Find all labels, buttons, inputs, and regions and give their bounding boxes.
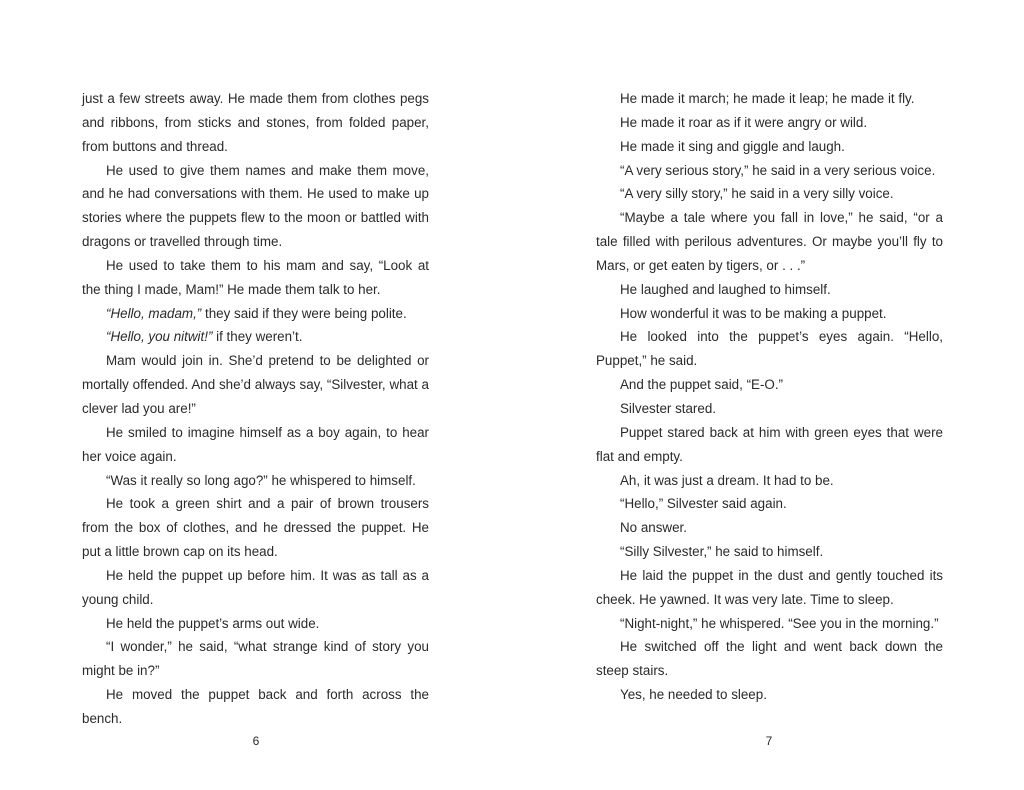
paragraph-text: they said if they were being polite. (201, 305, 407, 321)
paragraph: How wonderful it was to be making a puppet. (620, 305, 887, 321)
paragraph: just a few streets away. He made them from clothes pegs and ribbons, from sticks and stones, from folded paper, from buttons and thread. (82, 91, 429, 154)
paragraph: He used to give them names and make them move, and he had conversations with them. He used to make up stories where the puppets flew to the moon or battled with dragons or travelled through time. (82, 162, 429, 250)
paragraph: “Was it really so long ago?” he whispered to himself. (106, 472, 416, 488)
paragraph: No answer. (620, 520, 687, 536)
paragraph (82, 302, 429, 326)
paragraph: “Silly Silvester,” he said to himself. (620, 544, 824, 560)
paragraph: He made it roar as if it were angry or wild. (620, 114, 868, 130)
italic-dialogue: “Hello, madam,” (106, 305, 202, 321)
paragraph-text: if they weren’t. (212, 329, 303, 345)
paragraph: Silvester stared. (620, 400, 717, 416)
paragraph: Yes, he needed to sleep. (620, 687, 767, 703)
paragraph (82, 325, 429, 349)
paragraph: And the puppet said, “E-O.” (620, 377, 784, 393)
paragraph: He laid the puppet in the dust and gently touched its cheek. He yawned. It was very late. Time to sleep. (596, 567, 943, 607)
paragraph: “A very serious story,” he said in a very serious voice. (620, 162, 936, 178)
paragraph: He looked into the puppet’s eyes again. “Hello, Puppet,” he said. (596, 329, 943, 369)
paragraph: “I wonder,” he said, “what strange kind of story you might be in?” (82, 639, 429, 679)
paragraph: Ah, it was just a dream. It had to be. (620, 472, 834, 488)
page-number-left: 6 (252, 734, 260, 748)
page-number-right: 7 (765, 734, 773, 748)
paragraph: He took a green shirt and a pair of brown trousers from the box of clothes, and he dressed the puppet. He put a little brown cap on its head. (82, 496, 429, 560)
paragraph: He smiled to imagine himself as a boy again, to hear her voice again. (82, 424, 429, 464)
paragraph: He moved the puppet back and forth across the bench. (82, 687, 429, 726)
paragraph: He used to take them to his mam and say, “Look at the thing I made, Mam!” He made them talk to her. (82, 257, 429, 297)
paragraph: He held the puppet up before him. It was as tall as a young child. (82, 567, 429, 607)
right-page (512, 0, 1024, 790)
paragraph: Mam would join in. She’d pretend to be delighted or mortally offended. And she’d always say, “Silvester, what a clever lad you are!” (82, 353, 429, 416)
paragraph: “A very silly story,” he said in a very silly voice. (620, 186, 894, 202)
paragraph: “Maybe a tale where you fall in love,” he said, “or a tale filled with perilous adventures. Or maybe you’ll fly to Mars, or get eaten by tigers, or . . .” (596, 210, 943, 273)
paragraph: Puppet stared back at him with green eyes that were flat and empty. (596, 424, 943, 464)
right-page-text (596, 87, 943, 707)
paragraph: “Hello,” Silvester said again. (620, 496, 787, 512)
paragraph: He held the puppet’s arms out wide. (106, 615, 320, 631)
paragraph: He laughed and laughed to himself. (620, 281, 831, 297)
paragraph: “Night-night,” he whispered. “See you in the morning.” (620, 615, 939, 631)
paragraph: He made it sing and giggle and laugh. (620, 138, 845, 154)
left-page-text (82, 87, 429, 731)
paragraph: He switched off the light and went back down the steep stairs. (596, 639, 943, 679)
paragraph: He made it march; he made it leap; he made it fly. (620, 91, 915, 106)
italic-dialogue: “Hello, you nitwit!” (106, 329, 213, 345)
